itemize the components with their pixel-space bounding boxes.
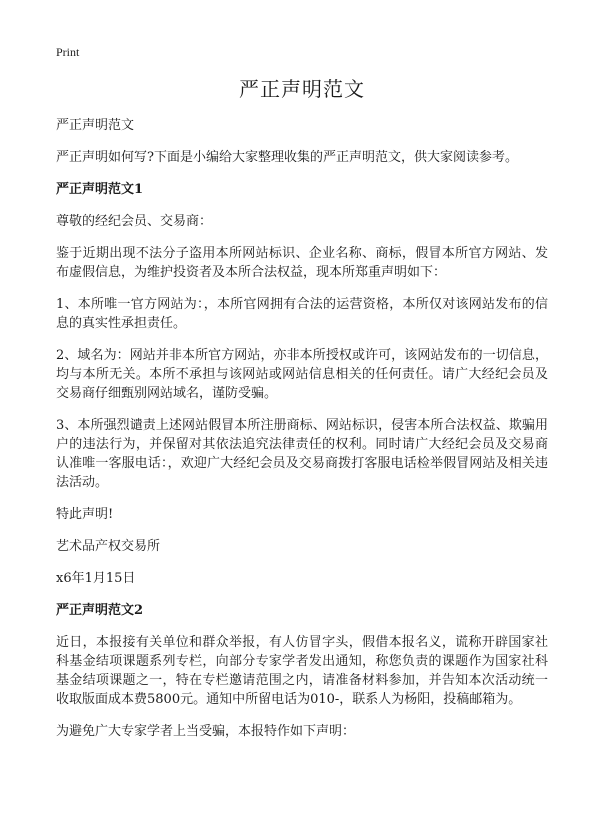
section-1-closing: 特此声明! (56, 507, 114, 522)
section-1-heading: 严正声明范文1 (56, 182, 144, 197)
section-1-salutation: 尊敬的经纪会员、交易商： (56, 214, 213, 229)
section-1-paragraph: 鉴于近期出现不法分子盗用本所网站标识、企业名称、商标，假冒本所官方网站、发布虚假信息，为维护投资者及本所合法权益，现本所郑重声明如下： (56, 246, 548, 280)
section-2-paragraph: 近日，本报接有关单位和群众举报，有人仿冒字头，假借本报名义，谎称开辟国家社科基金结项课题系列专栏，向部分专家学者发出通知，称您负责的课题作为国家社科基金结项课题之一，特在专栏邀请范围之内，请准备材料参加，并告知本次活动统一收取版面成本费5800元。通知中所留电话为010-，联系人为杨阳，投稿邮箱为。 (56, 635, 548, 707)
section-1-paragraph: 2、域名为：网站并非本所官方网站，亦非本所授权或许可，该网站发布的一切信息，均与本所无关。本所不承担与该网站或网站信息相关的任何责任。请广大经纪会员及交易商仔细甄别网站域名，谨防受骗。 (56, 348, 548, 401)
section-2-heading: 严正声明范文2 (56, 603, 144, 618)
section-1-signature: 艺术品产权交易所 (56, 539, 161, 554)
section-1-date: x6年1月15日 (56, 571, 136, 586)
intro-label: 严正声明范文 (56, 118, 135, 133)
section-2-paragraph: 为避免广大专家学者上当受骗，本报特作如下声明： (56, 724, 356, 739)
section-1-paragraph: 1、本所唯一官方网站为：，本所官网拥有合法的运营资格，本所仅对该网站发布的信息的真实性承担责任。 (56, 297, 548, 331)
document-title: 严正声明范文 (239, 77, 365, 101)
section-1-paragraph: 3、本所强烈谴责上述网站假冒本所注册商标、网站标识，侵害本所合法权益、欺骗用户的违法行为，并保留对其依法追究法律责任的权利。同时请广大经纪会员及交易商认准唯一客服电话：，欢迎广大经纪会员及交易商拨打客服电话检举假冒网站及相关违法活动。 (56, 418, 548, 490)
intro-paragraph: 严正声明如何写?下面是小编给大家整理收集的严正声明范文，供大家阅读参考。 (56, 150, 518, 165)
print-label: Print (56, 45, 80, 59)
